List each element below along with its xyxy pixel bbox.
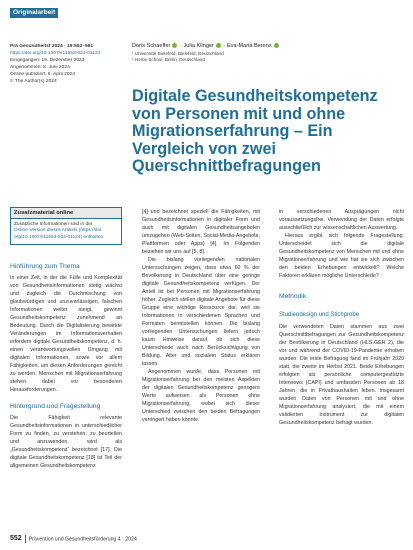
affiliations: [132, 51, 404, 63]
subsection-heading: Studiendesign und Stichprobe: [279, 312, 360, 318]
paragraph: Die Fähigkeit relevante Gesundheitsinformationen in unterschiedlicher Form zu finden, zu verstehen, zu beurteilen und anzuwenden, wird als „Gesundheitskompetenz“ bezeichnet [17]. Die digitale Gesundheitskompetenz [18] ist Teil der allgemeinen Gesundheitskompetenz: [10, 415, 122, 469]
paragraph: Die bislang vorliegenden nationalen Untersuchungen zeigen, dass etwa 60 % der Bevölkerung in Deutschland über eine geringe digitale Gesundheitskompetenz verfügen. Der Anteil ist bei Personen mit Migrationserfahrung höher. Zugleich stellen digitale Angebote für diese Gruppe eine wichtige Ressource dar, weil sie Informationen in verschiedenen Sprachen und Formaten bereitstellen können. Die bislang vorliegenden Untersuchungen liefern jedoch kaum Hinweise darauf, ob sich diese Unterschiede auch nach Berücksichtigung von Bildung, Alter und sozialem Status erklären lassen.: [142, 257, 260, 367]
supplementary-link[interactable]: org/10.1007/s11553-024-01124) enthalten.: [14, 234, 105, 240]
doi-link[interactable]: https://doi.org/10.1007/s11553-024-01124: [10, 50, 101, 56]
article-category-badge: Originalarbeit: [10, 8, 58, 18]
paragraph: Die verwendeten Daten stammen aus zwei Querschnittbefragungen zur Gesundheitskompetenz der Bevölkerung in Deutschland (HLS-GER 2), die vor und während der COVID-19-Pandemie erhoben wurden. Die erste Befragung fand im Frühjahr 2020 statt, die zweite im Herbst 2021. Beide Erhebungen erfolgten als persönliche computergestützte Interviews (CAPI) und umfassten Personen ab 18 Jahren, die in Privathaushalten leben. Insgesamt wurden Daten von Personen mit und ohne Migrationserfahrung analysiert, die mit einem validierten Instrument zur digitalen Gesundheitskompetenz befragt wurden.: [279, 324, 404, 426]
supplementary-link[interactable]: Online-Version dieses Artikels (https://doi.: [14, 228, 103, 234]
author-name: Julia Klinger: [183, 43, 214, 49]
supplementary-line: Zusätzliche Informationen sind in der: [14, 222, 93, 227]
accepted-date: Angenommen: 8. Juni 2024: [10, 64, 70, 70]
paragraph: in verschiedenen Ausprägungen nicht voraussetzungsfrei. Verwendung der Daten erfolgte ausschließlich zur wissenschaftlichen Auswertung.: [279, 209, 404, 231]
author-separator: ·: [180, 43, 182, 49]
paragraph: Hieraus ergibt sich folgende Fragestellung: Unterscheidet sich die digitale Gesundheitskompetenz von Menschen mit und ohne Migrationserfahrung und wie hat sie sich zwischen den beiden Erhebungen entwickelt? Welche Faktoren erklären mögliche Unterschiede?: [279, 233, 404, 279]
received-date: Eingegangen: 15. Dezember 2023: [10, 57, 85, 63]
paragraph: [4] und bezeichnet speziell die Fähigkeiten, mit Gesundheitsinformationen in digitaler Form und auch mit digitalen Gesundheitsangeboten umzugehen (Web-Seiten, Social-Media-Angebote, Plattformen oder Apps) [4]. Im Folgenden beziehen wir uns auf [5, 8].: [142, 209, 260, 255]
paragraph: In einer Zeit, in der die Fülle und Komplexität von Gesundheitsinformationen stetig wächst und zugleich die Durchmischung von glaubwürdigen und unzuverlässigen, falschen Informationen weiter steigt, gewinnt Gesundheitskompetenz zunehmend an Bedeutung. Durch die Digitalisierung bewirkte Veränderungen im Informationsverhalten erfordern digitale Gesundheitskompetenz, d. h. einen verantwortungsvollen Umgang mit digitalen Informationen, sowie vor allem Fähigkeiten, um diesen Anforderungen gerecht zu werden. Menschen mit Migrationserfahrung stehen dabei vor besonderen Herausforderungen.: [10, 275, 122, 393]
page-footer: [10, 535, 404, 543]
supplementary-heading: Zusatzmaterial online: [11, 208, 121, 219]
text-column-2: [142, 208, 260, 530]
paragraph: Angenommen wurde, dass Personen mit Migrationserfahrung bei den meisten Aspekten der digitalen Gesundheitskompetenz geringere Werte aufweisen als Personen ohne Migrationserfahrung, wobei sich dieser Unterschied zwischen den beiden Befragungen verringert haben könnte.: [142, 369, 260, 423]
article-meta: [10, 44, 122, 85]
section-heading: Hintergrund und Fragestellung: [10, 403, 101, 410]
supplementary-box: [10, 207, 122, 245]
orcid-icon[interactable]: [172, 43, 177, 48]
author-line: [132, 43, 404, 50]
text-column-1: [10, 262, 122, 530]
section-heading: Methodik: [279, 293, 307, 300]
journal-issue: Prävention und Gesundheitsförderung 4 · 2024: [28, 536, 137, 543]
footer-divider: [25, 535, 26, 543]
journal-citation: Prä Gesundheitsf 2024 · 19:552–561: [10, 44, 94, 49]
affiliation: ² Hertie School, Berlin, Deutschland: [132, 57, 205, 62]
author-name: Doris Schaeffer: [132, 43, 171, 49]
orcid-icon[interactable]: [216, 43, 221, 48]
orcid-icon[interactable]: [274, 43, 279, 48]
section-heading: Hinführung zum Thema: [10, 263, 80, 270]
copyright-notice: © The Author(s) 2024: [10, 78, 57, 84]
page-number: 552: [10, 535, 22, 543]
author-separator: ·: [223, 43, 226, 49]
article-title: Digitale Gesundheitskompetenz von Personen mit und ohne Migrationserfahrung – Ein Vergleich von zwei Querschnittbefragungen: [132, 87, 378, 176]
supplementary-text: [11, 219, 121, 244]
online-date: Online publiziert: 6. April 2024: [10, 71, 75, 77]
author-name: Eva-Maria Berens: [226, 43, 272, 49]
text-column-3: [279, 208, 404, 530]
affiliation: ¹ Universität Bielefeld, Bielefeld, Deutschland: [132, 51, 224, 56]
